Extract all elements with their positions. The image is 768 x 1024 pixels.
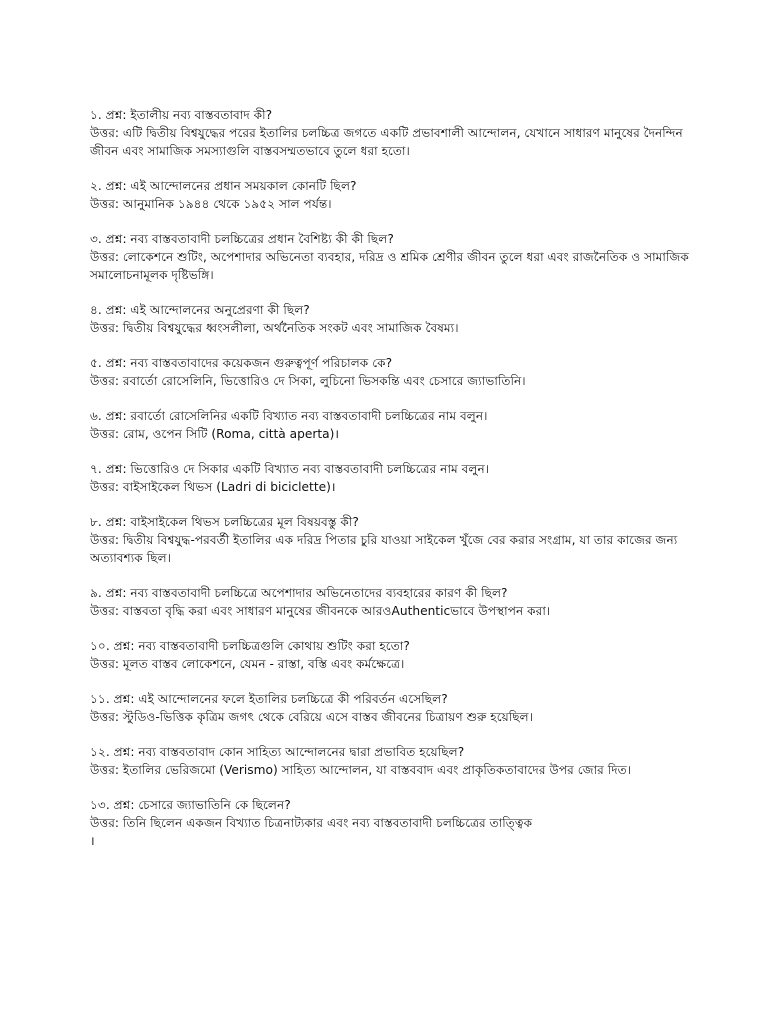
question-text: ৪. প্রশ্ন: এই আন্দোলনের অনুপ্রেরণা কী ছিল? (90, 303, 310, 317)
answer-text: উত্তর: ইতালির ভেরিজমো (Verismo) সাহিত্য আন্দোলন, যা বাস্তববাদ এবং প্রাকৃতিকতাবাদের উপর জোর দিত। (90, 763, 632, 777)
question-text: ১০. প্রশ্ন: নব্য বাস্তবতাবাদী চলচ্চিত্রগুলি কোথায় শুটিং করা হতো? (90, 639, 410, 653)
answer-text: উত্তর: রোম, ওপেন সিটি (Roma, città aperta)। (90, 427, 339, 441)
answer-end-mark: । (90, 834, 95, 848)
answer-text: উত্তর: মূলত বাস্তব লোকেশনে, যেমন - রাস্তা, বস্তি এবং কর্মক্ষেত্রে। (90, 657, 405, 671)
answer-text: উত্তর: এটি দ্বিতীয় বিশ্বযুদ্ধের পরের ইতালির চলচ্চিত্র জগতে একটি প্রভাবশালী আন্দোলন, যেখানে সাধারণ মানুষের দৈনন্দিন জীবন এবং সামাজিক সমস্যাগুলি বাস্তবসম্মতভাবে তুলে ধরা হতো। (90, 126, 683, 158)
qa-item-13 (90, 796, 690, 850)
question-text: ১৩. প্রশ্ন: চেসারে জ্যাভাতিনি কে ছিলেন? (90, 798, 291, 812)
qa-item-8 (90, 513, 690, 567)
qa-item-6 (90, 407, 690, 443)
question-text: ৭. প্রশ্ন: ভিত্তোরিও দে সিকার একটি বিখ্যাত নব্য বাস্তবতাবাদী চলচ্চিত্রের নাম বলুন। (90, 462, 490, 476)
qa-item-9 (90, 584, 690, 620)
question-text: ৬. প্রশ্ন: রবার্তো রোসেলিনির একটি বিখ্যাত নব্য বাস্তবতাবাদী চলচ্চিত্রের নাম বলুন। (90, 409, 488, 423)
answer-text: উত্তর: বাস্তবতা বৃদ্ধি করা এবং সাধারণ মানুষের জীবনকে আরওAuthenticভাবে উপস্থাপন করা। (90, 604, 551, 618)
answer-text: উত্তর: রবার্তো রোসেলিনি, ভিত্তোরিও দে সিকা, লুচিনো ভিসকন্তি এবং চেসারে জ্যাভাতিনি। (90, 374, 526, 388)
question-text: ৯. প্রশ্ন: নব্য বাস্তবতাবাদী চলচ্চিত্রে অপেশাদার অভিনেতাদের ব্যবহারের কারণ কী ছিল? (90, 586, 508, 600)
answer-text: উত্তর: দ্বিতীয় বিশ্বযুদ্ধ-পরবর্তী ইতালির এক দরিদ্র পিতার চুরি যাওয়া সাইকেল খুঁজে বের করার সংগ্রাম, যা তার কাজের জন্য অত্যাবশ্যক ছিল। (90, 533, 678, 565)
qa-item-2 (90, 177, 690, 213)
answer-text: উত্তর: তিনি ছিলেন একজন বিখ্যাত চিত্রনাট্যকার এবং নব্য বাস্তবতাবাদী চলচ্চিত্রের তাত্ত্বিক (90, 816, 533, 830)
question-text: ১১. প্রশ্ন: এই আন্দোলনের ফলে ইতালির চলচ্চিত্রে কী পরিবর্তন এসেছিল? (90, 692, 448, 706)
qa-item-3 (90, 230, 690, 284)
document-page (90, 106, 690, 867)
qa-item-11 (90, 690, 690, 726)
question-text: ৫. প্রশ্ন: নব্য বাস্তবতাবাদের কয়েকজন গুরুত্বপূর্ণ পরিচালক কে? (90, 356, 393, 370)
question-text: ৩. প্রশ্ন: নব্য বাস্তবতাবাদী চলচ্চিত্রের প্রধান বৈশিষ্ট্য কী কী ছিল? (90, 232, 394, 246)
qa-item-1 (90, 106, 690, 160)
answer-text: উত্তর: স্টুডিও-ভিত্তিক কৃত্রিম জগৎ থেকে বেরিয়ে এসে বাস্তব জীবনের চিত্রায়ণ শুরু হয়েছিল। (90, 710, 534, 724)
answer-text: উত্তর: দ্বিতীয় বিশ্বযুদ্ধের ধ্বংসলীলা, অর্থনৈতিক সংকট এবং সামাজিক বৈষম্য। (90, 321, 459, 335)
qa-item-10 (90, 637, 690, 673)
answer-text: উত্তর: বাইসাইকেল থিভস (Ladri di biciclette)। (90, 480, 336, 494)
question-text: ৮. প্রশ্ন: বাইসাইকেল থিভস চলচ্চিত্রের মূল বিষয়বস্তু কী? (90, 515, 359, 529)
answer-text: উত্তর: আনুমানিক ১৯৪৪ থেকে ১৯৫২ সাল পর্যন্ত। (90, 197, 332, 211)
qa-item-12 (90, 743, 690, 779)
qa-item-5 (90, 354, 690, 390)
answer-text: উত্তর: লোকেশনে শুটিং, অপেশাদার অভিনেতা ব্যবহার, দরিদ্র ও শ্রমিক শ্রেণীর জীবন তুলে ধরা এবং রাজনৈতিক ও সামাজিক সমালোচনামূলক দৃষ্টিভঙ্গি। (90, 250, 689, 282)
question-text: ২. প্রশ্ন: এই আন্দোলনের প্রধান সময়কাল কোনটি ছিল? (90, 179, 357, 193)
qa-item-4 (90, 301, 690, 337)
question-text: ১২. প্রশ্ন: নব্য বাস্তবতাবাদ কোন সাহিত্য আন্দোলনের দ্বারা প্রভাবিত হয়েছিল? (90, 745, 465, 759)
question-text: ১. প্রশ্ন: ইতালীয় নব্য বাস্তবতাবাদ কী? (90, 108, 273, 122)
qa-item-7 (90, 460, 690, 496)
